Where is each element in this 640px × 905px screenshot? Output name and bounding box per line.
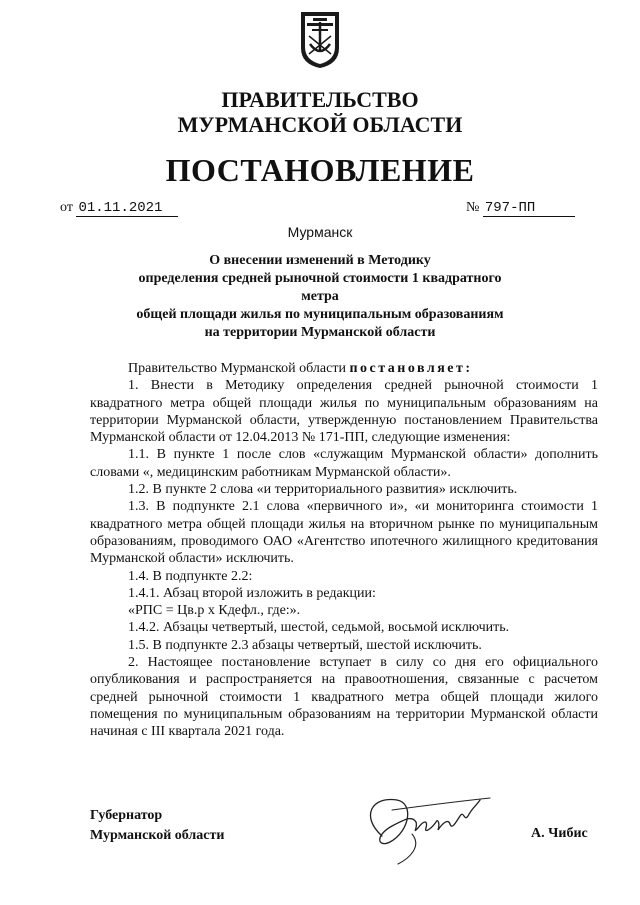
government-name-line2: МУРМАНСКОЙ ОБЛАСТИ xyxy=(177,112,463,137)
formula: «РПС = Цв.р х Кдефл., где:». xyxy=(128,603,301,619)
paragraph-1-4-2: 1.4.2. Абзацы четвертый, шестой, седьмой, восьмой исключить. xyxy=(128,620,510,636)
signatory-name: А. Чибис xyxy=(531,826,588,841)
intro-verb: постановляет: xyxy=(349,361,473,376)
signatory-position xyxy=(90,806,224,846)
date-prefix: от xyxy=(60,200,73,215)
position-line: Мурманской области xyxy=(90,828,225,843)
paragraph-2: 2. Настоящее постановление вступает в силу со дня его официального опубликования и распространяется на правоотношения, связанные с расчетом средней рыночной стоимости 1 квадратного метра общей площади жилого помещения по муниципальным образованиям на территории Мурманской области начиная с III квартала 2021 года. xyxy=(90,655,598,740)
title-line: общей площади жилья по муниципальным образованиям xyxy=(136,307,504,322)
paragraph-1-3: 1.3. В подпункте 2.1 слова «первичного и», «и мониторинга стоимости 1 квадратного метра общей площади жилья на вторичном рынке по муниципальным образованиям, проводимого ОАО «Агентство ипотечного жилищного кредитования Мурманской области» исключить. xyxy=(90,499,598,567)
paragraph-1-1: 1.1. В пункте 1 после слов «служащим Мурманской области» дополнить словами «, медицинским работникам Мурманской области». xyxy=(90,447,598,480)
number-prefix: № xyxy=(466,200,480,215)
document-number: 797-ПП xyxy=(483,200,575,217)
date-line xyxy=(60,200,178,217)
handwritten-signature-icon xyxy=(352,776,502,872)
number-line xyxy=(466,200,575,217)
document-type: ПОСТАНОВЛЕНИЕ xyxy=(165,152,475,188)
coat-of-arms-icon xyxy=(299,10,341,70)
city: Мурманск xyxy=(287,224,353,240)
title-line: на территории Мурманской области xyxy=(204,325,436,340)
document-title xyxy=(120,252,520,342)
intro-text: Правительство Мурманской области xyxy=(128,361,346,376)
paragraph-1-4: 1.4. В подпункте 2.2: xyxy=(128,568,253,584)
paragraph-1-5: 1.5. В подпункте 2.3 абзацы четвертый, шестой исключить. xyxy=(128,637,482,653)
government-name-line1: ПРАВИТЕЛЬСТВО xyxy=(221,87,419,112)
paragraph-1-4-1: 1.4.1. Абзац второй изложить в редакции: xyxy=(128,585,376,601)
paragraph-1-2: 1.2. В пункте 2 слова «и территориального развития» исключить. xyxy=(128,482,518,498)
title-line: О внесении изменений в Методику xyxy=(209,253,431,268)
paragraph-1: 1. Внести в Методику определения средней рыночной стоимости 1 квадратного метра общей площади жилья по муниципальным образованиям на территории Мурманской области, утвержденную постановлением Правительства Мурманской области от 12.04.2013 № 171-ПП, следующие изменения: xyxy=(90,378,598,446)
title-line: определения средней рыночной стоимости 1 квадратного метра xyxy=(138,271,502,304)
document-date: 01.11.2021 xyxy=(76,200,178,217)
position-line: Губернатор xyxy=(90,808,163,823)
intro-paragraph xyxy=(90,360,598,377)
document-body xyxy=(90,360,598,741)
